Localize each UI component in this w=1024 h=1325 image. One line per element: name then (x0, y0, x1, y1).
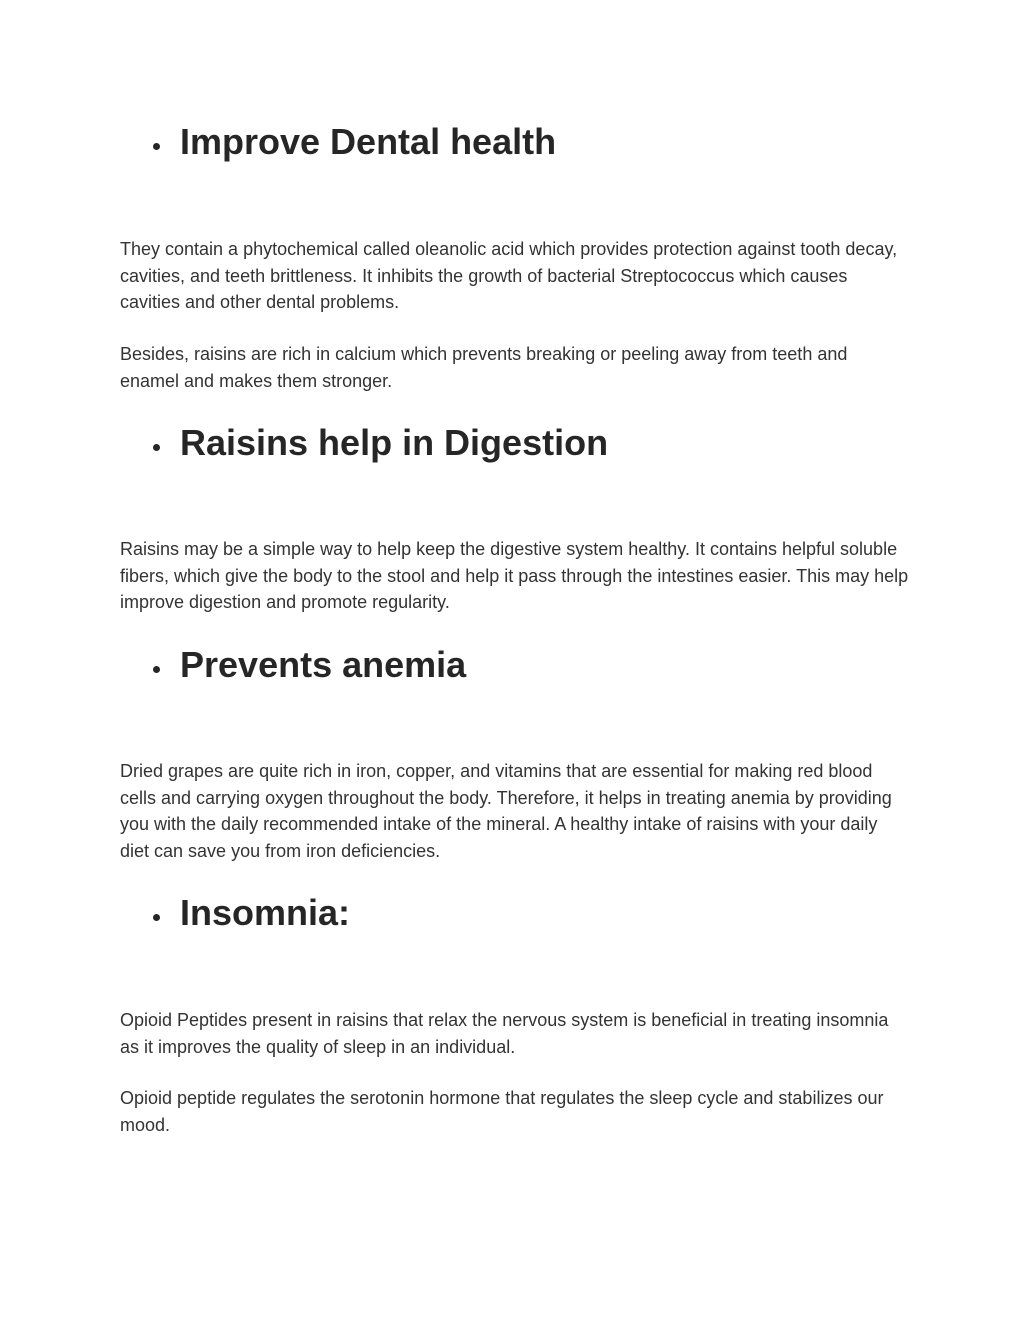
paragraph-dental-1: They contain a phytochemical called oleanolic acid which provides protection against tooth decay, cavities, and teeth brittleness. It inhibits the growth of bacterial Streptococcus which causes cavities and other dental problems. (120, 239, 898, 312)
heading-text: Insomnia: (180, 892, 351, 933)
heading-text: Improve Dental health (180, 121, 557, 162)
heading-text: Raisins help in Digestion (180, 422, 609, 463)
bullet-icon (153, 444, 160, 451)
bullet-icon (153, 666, 160, 673)
paragraph-dental-2: Besides, raisins are rich in calcium which prevents breaking or peeling away from teeth and enamel and makes them stronger. (120, 344, 848, 391)
bullet-icon (153, 914, 160, 921)
section-heading-dental (120, 116, 900, 168)
paragraph-insomnia-1: Opioid Peptides present in raisins that relax the nervous system is beneficial in treating insomnia as it improves the quality of sleep in an individual. (120, 1010, 889, 1057)
section-heading-insomnia (120, 887, 900, 939)
bullet-icon (153, 143, 160, 150)
paragraph-digestion-1: Raisins may be a simple way to help keep the digestive system healthy. It contains helpful soluble fibers, which give the body to the stool and help it pass through the intestines easier. This may help improve digestion and promote regularity. (120, 539, 909, 612)
paragraph-insomnia-2: Opioid peptide regulates the serotonin hormone that regulates the sleep cycle and stabilizes our mood. (120, 1088, 884, 1135)
section-heading-digestion (120, 417, 900, 469)
paragraph-anemia-1: Dried grapes are quite rich in iron, copper, and vitamins that are essential for making red blood cells and carrying oxygen throughout the body. Therefore, it helps in treating anemia by providing you with the daily recommended intake of the mineral. A healthy intake of raisins with your daily diet can save you from iron deficiencies. (120, 761, 892, 861)
section-heading-anemia (120, 639, 900, 691)
heading-text: Prevents anemia (180, 644, 467, 685)
